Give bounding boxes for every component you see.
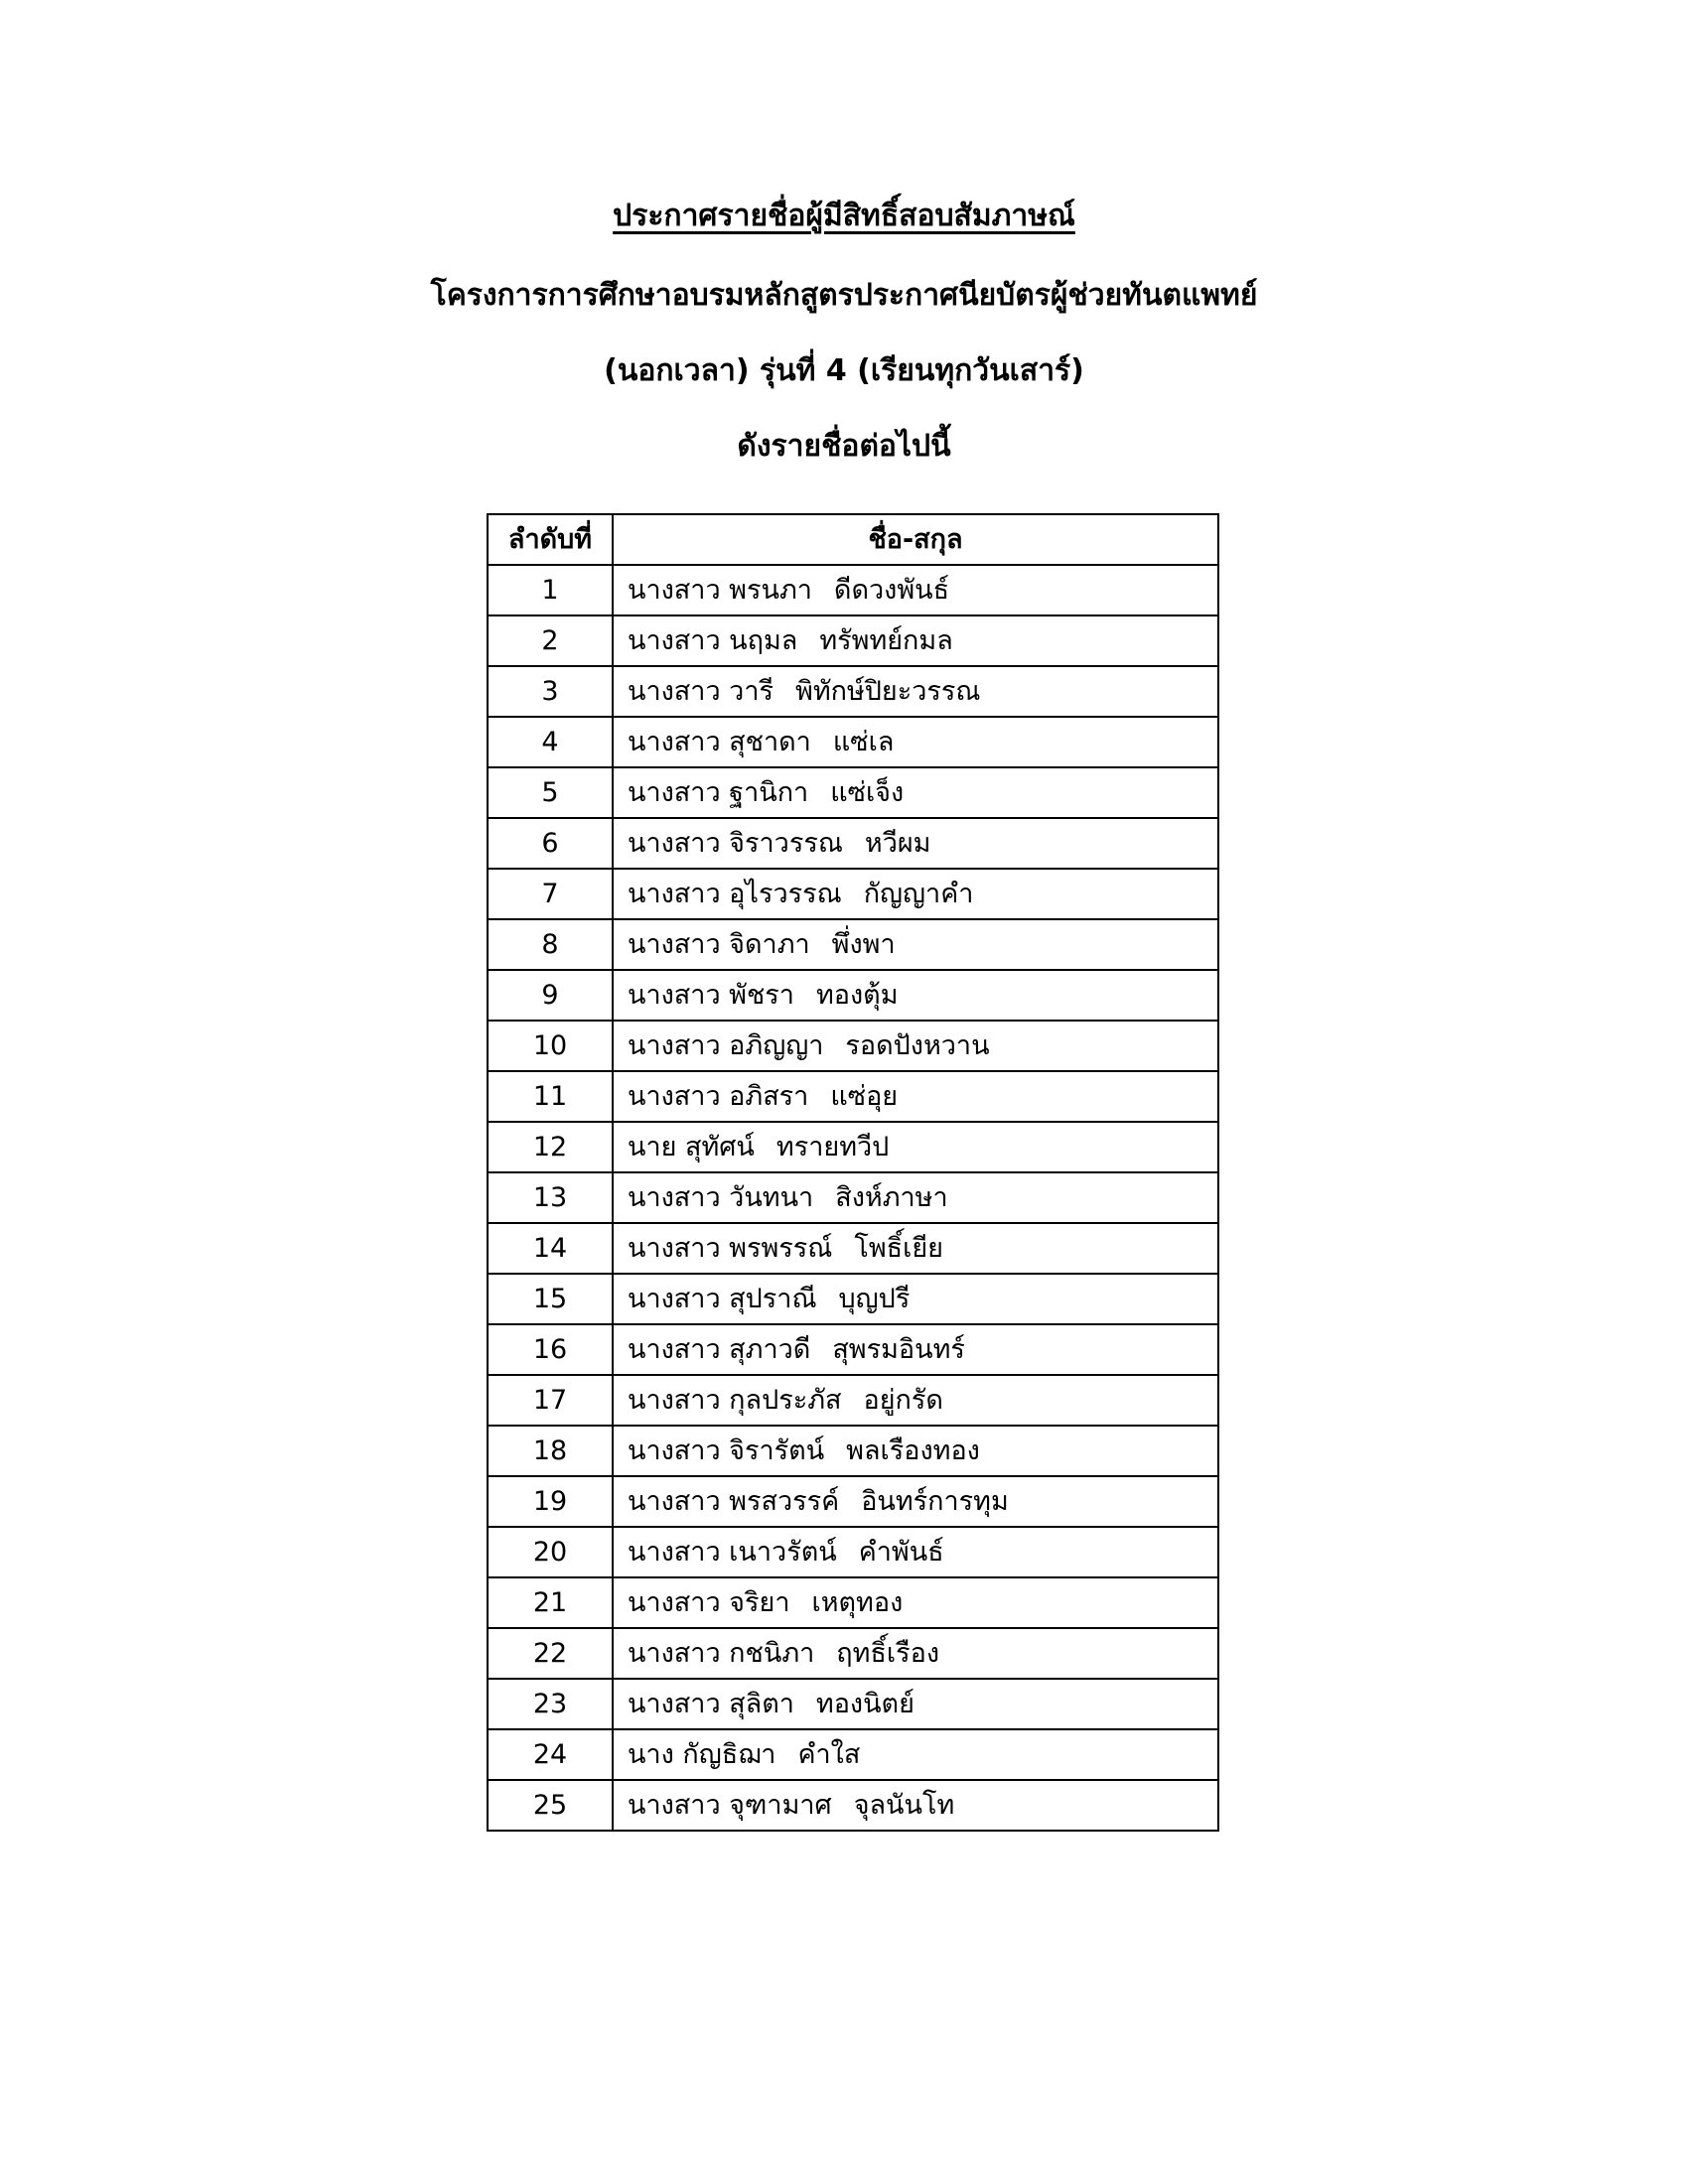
first-name: นางสาว พรสวรรค์ <box>628 1486 840 1517</box>
row-number: 9 <box>488 970 613 1021</box>
last-name: พลเรืองทอง <box>846 1435 980 1466</box>
candidate-name <box>613 1426 1218 1476</box>
row-number: 6 <box>488 818 613 869</box>
first-name: นางสาว วันทนา <box>628 1182 814 1213</box>
table-row <box>488 1324 1218 1375</box>
candidate-name <box>613 565 1218 615</box>
table-row <box>488 615 1218 666</box>
row-number: 12 <box>488 1122 613 1172</box>
first-name: นาย สุทัศน์ <box>628 1132 755 1162</box>
candidate-name <box>613 1375 1218 1426</box>
table-row <box>488 919 1218 970</box>
first-name: นางสาว สุลิตา <box>628 1689 794 1719</box>
first-name: นางสาว วารี <box>628 676 774 707</box>
row-number: 13 <box>488 1172 613 1223</box>
column-header-order: ลำดับที่ <box>488 514 613 565</box>
candidate-name <box>613 1223 1218 1274</box>
row-number: 22 <box>488 1628 613 1679</box>
last-name: ทรายทวีป <box>775 1132 890 1162</box>
last-name: สุพรมอินทร์ <box>832 1334 965 1365</box>
table-row <box>488 666 1218 717</box>
table-header-row <box>488 514 1218 565</box>
candidate-name <box>613 717 1218 767</box>
first-name: นางสาว นฤมล <box>628 625 798 656</box>
last-name: เหตุทอง <box>811 1587 904 1618</box>
candidate-name <box>613 615 1218 666</box>
last-name: ทองนิตย์ <box>815 1689 914 1719</box>
table-row <box>488 1071 1218 1122</box>
last-name: กัญญาคำ <box>863 879 974 909</box>
candidate-name <box>613 1577 1218 1628</box>
first-name: นางสาว พัชรา <box>628 980 794 1011</box>
table-row <box>488 1172 1218 1223</box>
candidate-name <box>613 1527 1218 1577</box>
row-number: 11 <box>488 1071 613 1122</box>
row-number: 3 <box>488 666 613 717</box>
program-batch: (นอกเวลา) รุ่นที่ 4 (เรียนทุกวันเสาร์) <box>604 353 1084 388</box>
row-number: 2 <box>488 615 613 666</box>
table-row <box>488 818 1218 869</box>
table-row <box>488 1021 1218 1071</box>
table-row <box>488 1375 1218 1426</box>
table-row <box>488 717 1218 767</box>
first-name: นางสาว กุลประภัส <box>628 1385 842 1416</box>
column-header-name: ชื่อ-สกุล <box>613 514 1218 565</box>
row-number: 5 <box>488 767 613 818</box>
last-name: จุลนันโท <box>853 1790 955 1821</box>
last-name: ทองตุ้ม <box>815 980 899 1011</box>
row-number: 23 <box>488 1679 613 1729</box>
candidate-name <box>613 1324 1218 1375</box>
candidate-name <box>613 666 1218 717</box>
first-name: นางสาว จิรารัตน์ <box>628 1435 825 1466</box>
last-name: สิงห์ภาษา <box>835 1182 948 1213</box>
table-row <box>488 970 1218 1021</box>
row-number: 25 <box>488 1780 613 1831</box>
row-number: 4 <box>488 717 613 767</box>
last-name: ดีดวงพันธ์ <box>833 575 950 606</box>
first-name: นางสาว จิดาภา <box>628 929 810 960</box>
row-number: 19 <box>488 1476 613 1527</box>
first-name: นางสาว สุชาดา <box>628 727 811 757</box>
candidate-name <box>613 1780 1218 1831</box>
row-number: 24 <box>488 1729 613 1780</box>
table-row <box>488 1476 1218 1527</box>
last-name: โพธิ์เยีย <box>854 1233 943 1264</box>
candidate-name <box>613 1274 1218 1324</box>
first-name: นางสาว จริยา <box>628 1587 790 1618</box>
table-row <box>488 869 1218 919</box>
candidate-name <box>613 1729 1218 1780</box>
table-row <box>488 1780 1218 1831</box>
table-row <box>488 1274 1218 1324</box>
candidate-name <box>613 1476 1218 1527</box>
candidate-name <box>613 1679 1218 1729</box>
row-number: 8 <box>488 919 613 970</box>
last-name: แซ่เจ็ง <box>830 777 905 808</box>
row-number: 16 <box>488 1324 613 1375</box>
first-name: นางสาว ฐานิกา <box>628 777 809 808</box>
first-name: นางสาว เนาวรัตน์ <box>628 1537 837 1568</box>
candidate-name <box>613 970 1218 1021</box>
first-name: นางสาว จิราวรรณ <box>628 828 843 859</box>
row-number: 18 <box>488 1426 613 1476</box>
candidate-name <box>613 1021 1218 1071</box>
first-name: นางสาว อภิสรา <box>628 1081 809 1112</box>
first-name: นางสาว พรพรรณ์ <box>628 1233 833 1264</box>
last-name: พิทักษ์ปิยะวรรณ <box>795 676 981 707</box>
first-name: นางสาว สุปราณี <box>628 1284 817 1314</box>
first-name: นางสาว กชนิภา <box>628 1638 815 1669</box>
candidate-name <box>613 1071 1218 1122</box>
last-name: อินทร์การทุม <box>861 1486 1009 1517</box>
table-row <box>488 767 1218 818</box>
row-number: 10 <box>488 1021 613 1071</box>
candidate-name <box>613 767 1218 818</box>
candidate-table <box>487 513 1219 1832</box>
candidate-name <box>613 1628 1218 1679</box>
page-title: ประกาศรายชื่อผู้มีสิทธิ์สอบสัมภาษณ์ <box>613 199 1075 233</box>
row-number: 1 <box>488 565 613 615</box>
program-name: โครงการการศึกษาอบรมหลักสูตรประกาศนียบัตรผู้ช่วยทันตแพทย์ <box>430 278 1258 313</box>
list-intro: ดังรายชื่อต่อไปนี้ <box>737 429 951 464</box>
first-name: นางสาว พรนภา <box>628 575 812 606</box>
first-name: นางสาว อุไรวรรณ <box>628 879 842 909</box>
table-row <box>488 1426 1218 1476</box>
candidate-name <box>613 919 1218 970</box>
row-number: 7 <box>488 869 613 919</box>
first-name: นางสาว สุภาวดี <box>628 1334 811 1365</box>
candidate-table-body <box>488 565 1218 1831</box>
first-name: นางสาว จุฑามาศ <box>628 1790 832 1821</box>
last-name: คำพันธ์ <box>858 1537 944 1568</box>
row-number: 20 <box>488 1527 613 1577</box>
last-name: แซ่เล <box>832 727 895 757</box>
last-name: หวีผม <box>864 828 931 859</box>
first-name: นาง กัญธิฌา <box>628 1739 776 1770</box>
candidate-name <box>613 818 1218 869</box>
table-row <box>488 1527 1218 1577</box>
last-name: ทรัพทย์กมล <box>819 625 953 656</box>
last-name: อยู่กรัด <box>863 1385 943 1416</box>
table-row <box>488 1628 1218 1679</box>
row-number: 21 <box>488 1577 613 1628</box>
table-row <box>488 1223 1218 1274</box>
last-name: แซ่อุย <box>830 1081 899 1112</box>
table-row <box>488 1729 1218 1780</box>
table-row <box>488 565 1218 615</box>
table-row <box>488 1577 1218 1628</box>
first-name: นางสาว อภิญญา <box>628 1030 824 1061</box>
candidate-name <box>613 869 1218 919</box>
table-row <box>488 1679 1218 1729</box>
row-number: 17 <box>488 1375 613 1426</box>
last-name: คำใส <box>797 1739 861 1770</box>
last-name: บุญปรี <box>838 1284 911 1314</box>
last-name: พึ่งพา <box>831 929 896 960</box>
last-name: รอดปังหวาน <box>845 1030 990 1061</box>
candidate-name <box>613 1122 1218 1172</box>
row-number: 14 <box>488 1223 613 1274</box>
table-row <box>488 1122 1218 1172</box>
row-number: 15 <box>488 1274 613 1324</box>
last-name: ฤทธิ์เรือง <box>836 1638 940 1669</box>
candidate-name <box>613 1172 1218 1223</box>
